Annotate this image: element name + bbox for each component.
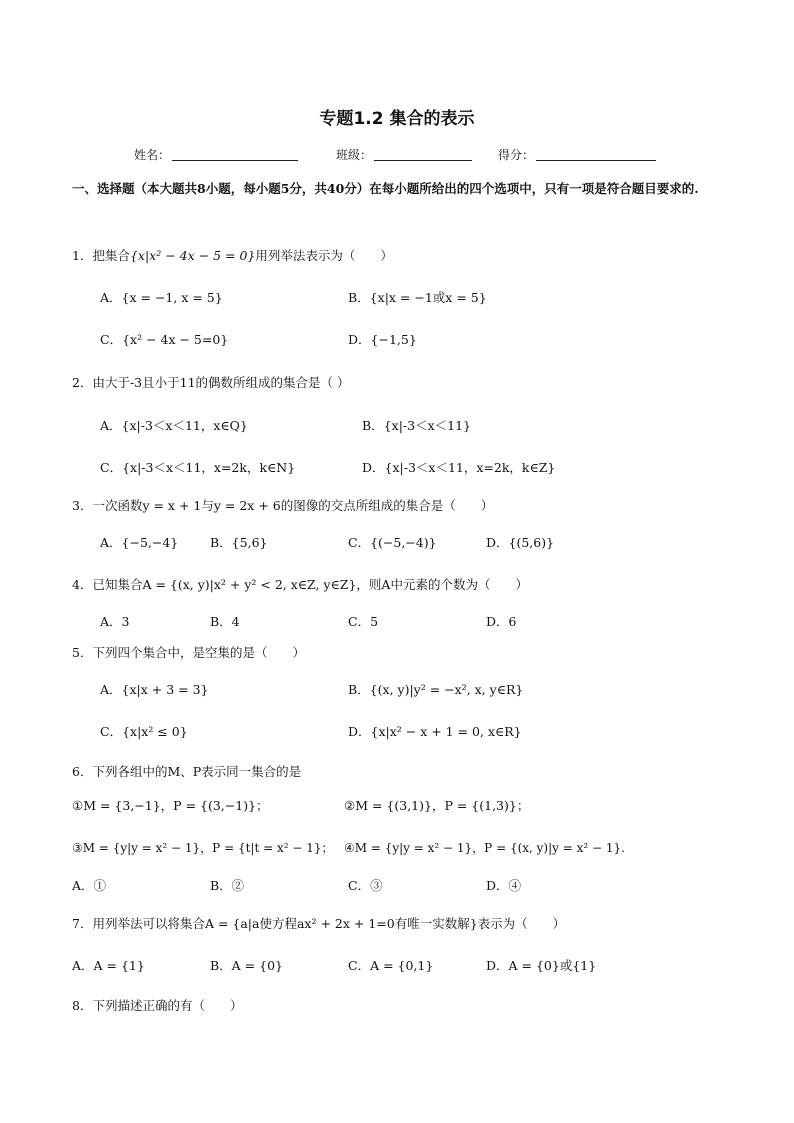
score-field bbox=[498, 146, 656, 163]
name-field bbox=[134, 146, 298, 163]
q2-option-a: A．{x|-3＜x＜11，x∈Q} bbox=[100, 418, 248, 433]
q7-option-d: D．A = {0}或{1} bbox=[486, 958, 597, 973]
q1-option-b: B．{x|x = −1或x = 5} bbox=[348, 290, 487, 305]
question-8: 8．下列描述正确的有（ ） bbox=[72, 998, 243, 1013]
question-3: 3．一次函数y = x + 1与y = 2x + 6的图像的交点所组成的集合是（ ） bbox=[72, 498, 494, 513]
q1-option-c: C．{x² − 4x − 5=0} bbox=[100, 332, 229, 347]
section-heading: 一、选择题（本大题共8小题，每小题5分，共40分）在每小题所给出的四个选项中，只有一项是符合题目要求的. bbox=[72, 181, 699, 196]
q2-option-c: C．{x|-3＜x＜11，x=2k，k∈N} bbox=[100, 460, 296, 475]
q1-stem-a: 1．把集合 bbox=[72, 248, 130, 263]
q3-option-b: B．{5,6} bbox=[210, 535, 268, 550]
q5-option-d: D．{x|x² − x + 1 = 0, x∈R} bbox=[348, 724, 522, 739]
name-blank bbox=[172, 148, 298, 161]
q6-option-c: C．③ bbox=[348, 878, 383, 893]
q1-option-a: A．{x = −1, x = 5} bbox=[100, 290, 223, 305]
q6-option-d: D．④ bbox=[486, 878, 522, 893]
q2-option-d: D．{x|-3＜x＜11，x=2k，k∈Z} bbox=[362, 460, 556, 475]
q6-row1-left: ①M = {3,−1}，P = {(3,−1)}； bbox=[72, 798, 269, 813]
q5-option-a: A．{x|x + 3 = 3} bbox=[100, 682, 209, 697]
q7-option-a: A．A = {1} bbox=[72, 958, 145, 973]
q6-row2-right: ④M = {y|y = x² − 1}，P = {(x, y)|y = x² − 1}. bbox=[344, 841, 625, 855]
q1-option-d: D．{−1,5} bbox=[348, 332, 417, 347]
class-label: 班级： bbox=[336, 148, 373, 162]
score-label: 得分： bbox=[498, 148, 535, 162]
q5-option-c: C．{x|x² ≤ 0} bbox=[100, 724, 188, 739]
q4-option-c: C．5 bbox=[348, 614, 379, 629]
class-blank bbox=[374, 148, 472, 161]
q1-stem-b: 用列举法表示为（ ） bbox=[255, 248, 393, 263]
q4-option-a: A．3 bbox=[100, 614, 130, 629]
question-5: 5．下列四个集合中，是空集的是（ ） bbox=[72, 645, 305, 660]
q4-option-d: D．6 bbox=[486, 614, 517, 629]
q7-option-c: C．A = {0,1} bbox=[348, 958, 434, 973]
q6-option-a: A．① bbox=[72, 878, 107, 893]
q4-option-b: B．4 bbox=[210, 614, 240, 629]
question-4: 4．已知集合A = {(x, y)|x² + y² < 2, x∈Z, y∈Z}，则A中元素的个数为（ ） bbox=[72, 577, 528, 592]
name-label: 姓名： bbox=[134, 148, 171, 162]
page-title: 专题1.2 集合的表示 bbox=[319, 109, 475, 129]
question-1 bbox=[72, 246, 393, 264]
class-field bbox=[336, 146, 472, 163]
q5-option-b: B．{(x, y)|y² = −x², x, y∈R} bbox=[348, 682, 524, 697]
q6-option-b: B．② bbox=[210, 878, 245, 893]
q7-option-b: B．A = {0} bbox=[210, 958, 283, 973]
score-blank bbox=[536, 148, 656, 161]
question-6: 6．下列各组中的M、P表示同一集合的是 bbox=[72, 764, 302, 779]
q2-option-b: B．{x|-3＜x＜11} bbox=[362, 418, 471, 433]
q3-option-a: A．{−5,−4} bbox=[100, 535, 179, 550]
q1-set: {x|x² − 4x − 5 = 0} bbox=[129, 248, 256, 263]
question-2: 2．由大于-3且小于11的偶数所组成的集合是（ ） bbox=[72, 375, 350, 390]
question-7: 7．用列举法可以将集合A = {a|a使方程ax² + 2x + 1=0有唯一实数解}表示为（ ） bbox=[72, 916, 566, 931]
q3-option-d: D．{(5,6)} bbox=[486, 535, 555, 550]
q6-row1-right: ②M = {(3,1)}，P = {(1,3)}； bbox=[344, 798, 530, 813]
q3-option-c: C．{(−5,−4)} bbox=[348, 535, 437, 550]
q6-row2-left: ③M = {y|y = x² − 1}，P = {t|t = x² − 1}； bbox=[72, 841, 334, 855]
